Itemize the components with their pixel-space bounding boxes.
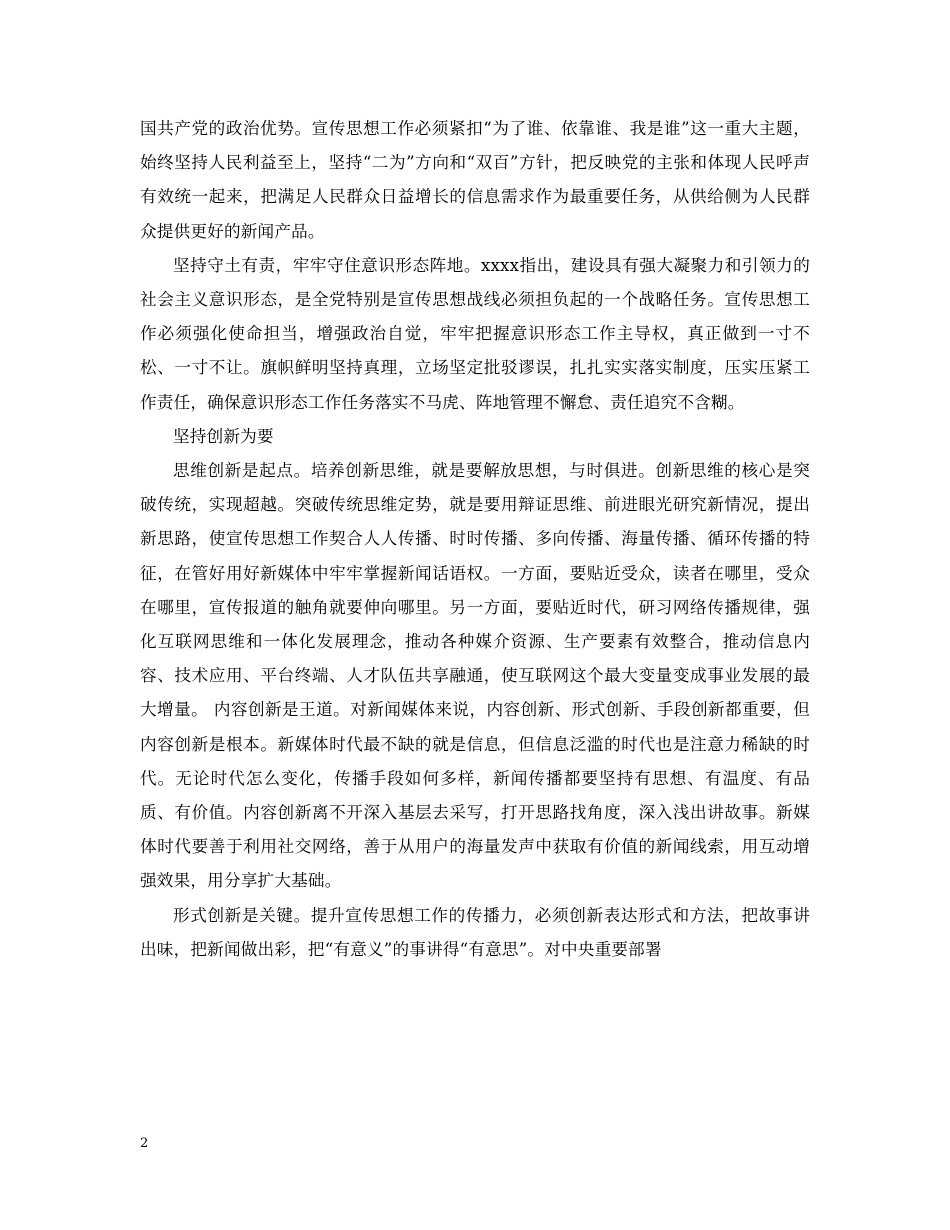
- page-number: 2: [140, 1136, 149, 1151]
- paragraph-thinking-innovation: 思维创新是起点。培养创新思维，就是要解放思想，与时俱进。创新思维的核心是突破传统，实现超越。突破传统思维定势，就是要用辩证思维、前进眼光研究新情况，提出新思路，使宣传思想工作契合人人传播、时时传播、多向传播、海量传播、循环传播的特征，在管好用好新媒体中牢牢掌握新闻话语权。一方面，要贴近受众，读者在哪里，受众在哪里，宣传报道的触角就要伸向哪里。另一方面，要贴近时代，研习网络传播规律，强化互联网思维和一体化发展理念，推动各种媒介资源、生产要素有效整合，推动信息内容、技术应用、平台终端、人才队伍共享融通，使互联网这个最大变量变成事业发展的最大增量。 内容创新是王道。对新闻媒体来说，内容创新、形式创新、手段创新都重要，但内容创新是根本。新媒体时代最不缺的就是信息，但信息泛滥的时代也是注意力稀缺的时代。无论时代怎么变化，传播手段如何多样，新闻传播都要坚持有思想、有温度、有品质、有价值。内容创新离不开深入基层去采写，打开思路找角度，深入浅出讲故事。新媒体时代要善于利用社交网络，善于从用户的海量发声中获取有价值的新闻线索，用互动增强效果，用分享扩大基础。: [140, 461, 810, 891]
- paragraph-form-innovation: 形式创新是关键。提升宣传思想工作的传播力，必须创新表达形式和方法，把故事讲出味，把新闻做出彩，把“有意义”的事讲得“有意思”。对中央重要部署: [140, 905, 810, 959]
- body-text: [140, 112, 810, 967]
- section-heading-innovation: 坚持创新为要: [173, 426, 274, 446]
- paragraph-continuation: 国共产党的政治优势。宣传思想工作必须紧扣“为了谁、依靠谁、我是谁”这一重大主题，始终坚持人民利益至上，坚持“二为”方向和“双百”方针，把反映党的主张和体现人民呼声有效统一起来，把满足人民群众日益增长的信息需求作为最重要任务，从供给侧为人民群众提供更好的新闻产品。: [140, 119, 810, 241]
- paragraph-ideology-position: 坚持守土有责，牢牢守住意识形态阵地。xxxx指出，建设具有强大凝聚力和引领力的社会主义意识形态，是全党特别是宣传思想战线必须担负起的一个战略任务。宣传思想工作必须强化使命担当，增强政治自觉，牢牢把握意识形态工作主导权，真正做到一寸不松、一寸不让。旗帜鲜明坚持真理，立场坚定批驳谬误，扎扎实实落实制度，压实压紧工作责任，确保意识形态工作任务落实不马虎、阵地管理不懈怠、责任追究不含糊。: [140, 255, 810, 412]
